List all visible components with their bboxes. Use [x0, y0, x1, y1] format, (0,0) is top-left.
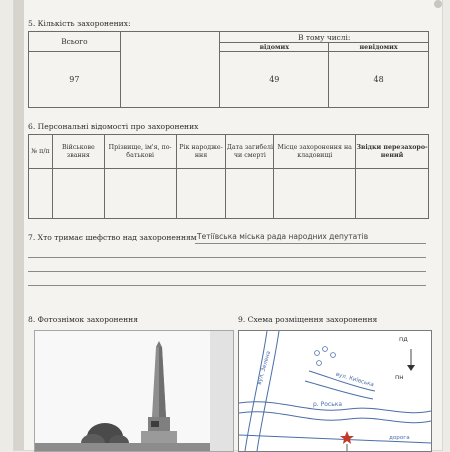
header-reburied-from: Звідки перезахоро-нений [356, 135, 429, 169]
header-known: відомих [220, 43, 329, 52]
table-cell [104, 169, 176, 219]
scheme-label-river: р. Роська [313, 401, 343, 408]
scheme-map [239, 331, 431, 451]
scheme-label-pd: пд [399, 335, 408, 343]
table-cell [226, 169, 274, 219]
monument-photo-image [35, 331, 233, 451]
section-8-title: 8. Фотознімок захоронення [28, 315, 139, 324]
table-cell [356, 169, 429, 219]
scheme-label-street1: вул. Зелена [256, 350, 273, 386]
punch-hole [434, 0, 442, 8]
value-known: 49 [220, 52, 329, 108]
blank-line [28, 271, 426, 272]
scheme-label-pn: пн [395, 373, 404, 381]
section-9-title: 9. Схема розміщення захоронення [238, 315, 378, 324]
section-7-title: 7. Хто тримає шефство над захороненням [28, 233, 197, 242]
header-total: Всього [29, 32, 121, 52]
header-number: № п/п [29, 135, 53, 169]
binding-edge [14, 0, 24, 450]
document-page [14, 0, 442, 450]
header-death-date: Дата загибелі чи смерті [226, 135, 274, 169]
header-including: В тому числі: [220, 32, 429, 43]
header-rank: Військове звання [52, 135, 104, 169]
table-cell [176, 169, 226, 219]
header-fullname: Прізвище, ім'я, по-батькові [104, 135, 176, 169]
blank-line [28, 285, 426, 286]
underline [195, 243, 426, 244]
burial-photo [34, 330, 234, 452]
value-total: 97 [29, 52, 121, 108]
burial-count-table [28, 31, 429, 108]
table-cell [29, 169, 53, 219]
table-cell [52, 169, 104, 219]
scheme-label-bottom: дорога [389, 435, 410, 441]
section-6-title: 6. Персональні відомості про захоронених [28, 122, 199, 131]
blank-line [28, 257, 426, 258]
empty-cell [120, 32, 220, 108]
section-5-title: 5. Кількість захоронених: [28, 19, 131, 28]
location-scheme [238, 330, 432, 452]
value-unknown: 48 [329, 52, 429, 108]
header-birth-year: Рік народже-ння [176, 135, 226, 169]
personal-info-table [28, 134, 429, 219]
header-burial-place: Місце захоронення на кладовищі [274, 135, 356, 169]
table-cell [274, 169, 356, 219]
scheme-label-street2: вул. Київська [334, 371, 375, 389]
header-unknown: невідомих [329, 43, 429, 52]
patronage-value: Тетіївська міська рада народних депутатів [197, 232, 369, 241]
